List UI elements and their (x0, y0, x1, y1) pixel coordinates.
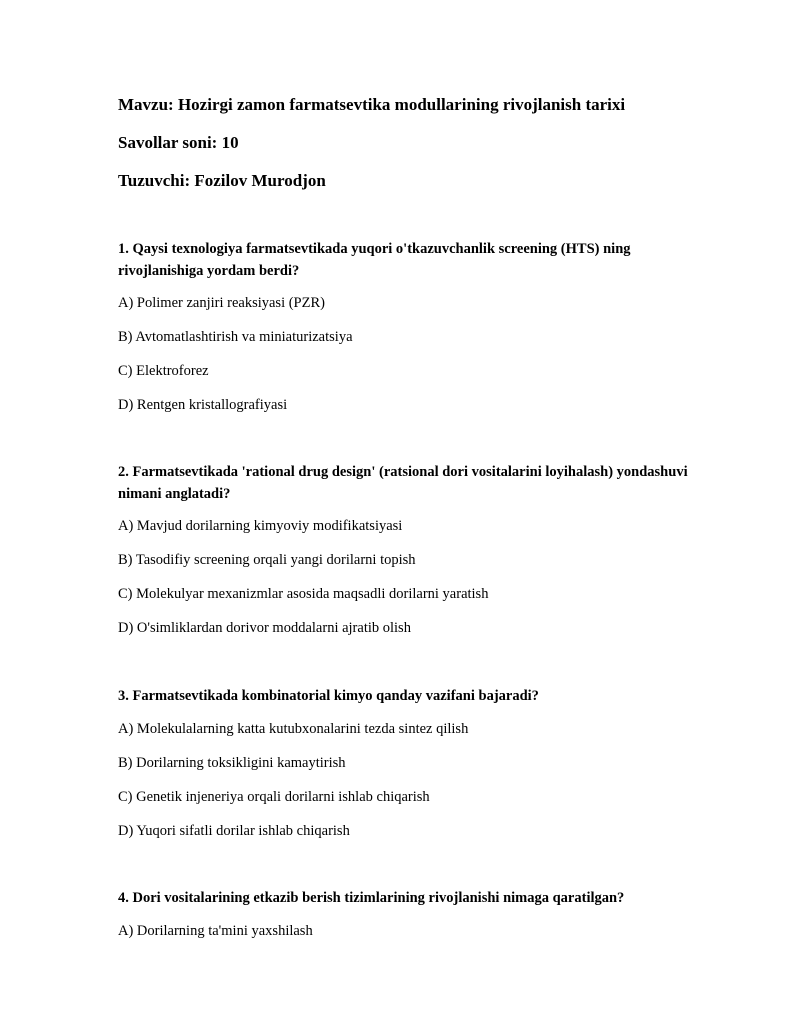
question-3-option-d: D) Yuqori sifatli dorilar ishlab chiqarish (118, 823, 350, 839)
author-heading: Tuzuvchi: Fozilov Murodjon (118, 171, 326, 190)
question-1-option-c: C) Elektroforez (118, 363, 209, 379)
question-4-title: 4. Dori vositalarining etkazib berish tizimlarining rivojlanishi nimaga qaratilgan? (118, 890, 625, 906)
question-1-option-d: D) Rentgen kristallografiyasi (118, 397, 288, 413)
question-2-option-d: D) O'simliklardan dorivor moddalarni ajratib olish (118, 620, 411, 636)
topic-heading: Mavzu: Hozirgi zamon farmatsevtika modullarining rivojlanish tarixi (118, 95, 626, 114)
question-2-title: 2. Farmatsevtikada 'rational drug design' (ratsional dori vositalarini loyihalash) yondashuvi nimani anglatadi? (118, 464, 688, 502)
question-2-option-a: A) Mavjud dorilarning kimyoviy modifikatsiyasi (118, 518, 403, 534)
question-1-option-a: A) Polimer zanjiri reaksiyasi (PZR) (118, 295, 325, 311)
question-4-option-a: A) Dorilarning ta'mini yaxshilash (118, 923, 313, 939)
question-2-option-b: B) Tasodifiy screening orqali yangi dorilarni topish (118, 552, 416, 568)
question-2-option-c: C) Molekulyar mexanizmlar asosida maqsadli dorilarni yaratish (118, 586, 489, 602)
question-3-option-c: C) Genetik injeneriya orqali dorilarni ishlab chiqarish (118, 789, 430, 805)
question-3-option-a: A) Molekulalarning katta kutubxonalarini tezda sintez qilish (118, 721, 469, 737)
question-1-title: 1. Qaysi texnologiya farmatsevtikada yuqori o'tkazuvchanlik screening (HTS) ning rivojlanishiga yordam berdi? (118, 241, 631, 279)
question-3-option-b: B) Dorilarning toksikligini kamaytirish (118, 755, 346, 771)
question-count-heading: Savollar soni: 10 (118, 133, 239, 152)
question-3-title: 3. Farmatsevtikada kombinatorial kimyo qanday vazifani bajaradi? (118, 688, 539, 704)
question-1-option-b: B) Avtomatlashtirish va miniaturizatsiya (118, 329, 353, 345)
